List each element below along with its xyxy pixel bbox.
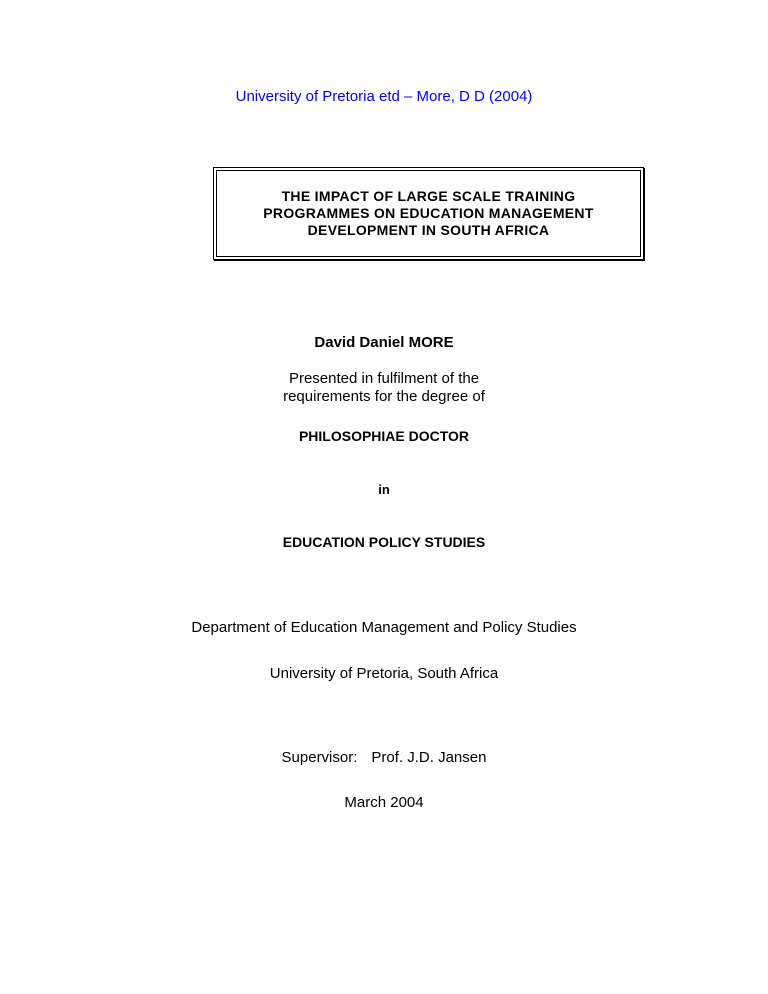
- presented-statement: Presented in fulfilment of the requirements for the degree of: [283, 370, 485, 405]
- university-name: University of Pretoria, South Africa: [269, 665, 499, 682]
- department-name: Department of Education Management and Policy Studies: [191, 619, 577, 636]
- supervisor-label: Supervisor:: [281, 749, 358, 766]
- field-of-study: EDUCATION POLICY STUDIES: [282, 534, 486, 550]
- author-name: David Daniel MORE: [314, 334, 454, 351]
- supervisor-name: Prof. J.D. Jansen: [371, 749, 487, 766]
- title-box: [213, 167, 644, 260]
- in-word: in: [378, 482, 390, 497]
- submission-date: March 2004: [344, 794, 424, 811]
- thesis-title: THE IMPACT OF LARGE SCALE TRAINING PROGRAMMES ON EDUCATION MANAGEMENT DEVELOPMENT IN SOUTH AFRICA: [263, 188, 594, 238]
- header-note: University of Pretoria etd – More, D D (2004): [235, 88, 533, 105]
- degree-name: PHILOSOPHIAE DOCTOR: [298, 428, 470, 444]
- supervisor-line: [0, 749, 768, 766]
